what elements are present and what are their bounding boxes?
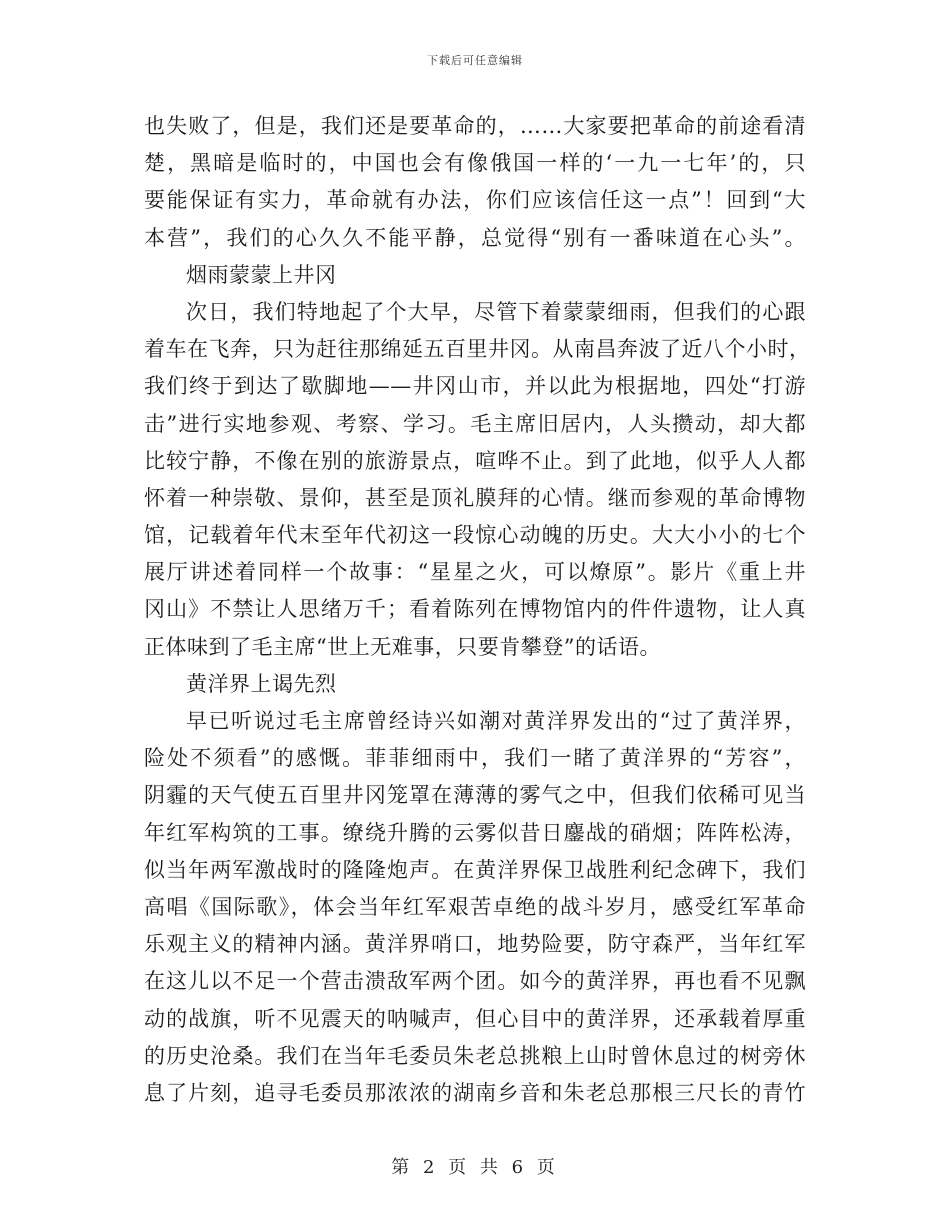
section-heading: 烟雨蒙蒙上井冈 bbox=[186, 262, 337, 287]
text-line: 高唱《国际歌》，体会当年红军艰苦卓绝的战斗岁月，感受红军革命 bbox=[144, 894, 806, 919]
footer-prefix: 第 bbox=[391, 1157, 414, 1178]
page-number: 2 bbox=[422, 1157, 439, 1178]
text-line: 息了片刻，追寻毛委员那浓浓的湖南乡音和朱老总那根三尺长的青竹 bbox=[144, 1080, 806, 1105]
text-line: 在这儿以不足一个营击溃敌军两个团。如今的黄洋界，再也看不见飘 bbox=[144, 969, 806, 994]
text-line: 楚，黑暗是临时的，中国也会有像俄国一样的‘一九一七年’的，只 bbox=[144, 151, 806, 176]
page-footer bbox=[0, 1153, 950, 1179]
text-line: 乐观主义的精神内涵。黄洋界哨口，地势险要，防守森严，当年红军 bbox=[144, 932, 806, 957]
text-line: 展厅讲述着同样一个故事：“星星之火，可以燎原”。影片《重上井 bbox=[144, 560, 806, 585]
text-line: 馆，记载着年代末至年代初这一段惊心动魄的历史。大大小小的七个 bbox=[144, 523, 806, 548]
text-line: 本营”，我们的心久久不能平静，总觉得“别有一番味道在心头”。 bbox=[144, 225, 806, 250]
total-pages: 6 bbox=[511, 1157, 528, 1178]
text-line: 动的战旗，听不见震天的呐喊声，但心目中的黄洋界，还承载着厚重 bbox=[144, 1006, 806, 1031]
text-line: 的历史沧桑。我们在当年毛委员朱老总挑粮上山时曾休息过的树旁休 bbox=[144, 1043, 806, 1068]
text-line: 怀着一种崇敬、景仰，甚至是顶礼膜拜的心情。继而参观的革命博物 bbox=[144, 485, 806, 510]
footer-middle: 页 共 bbox=[448, 1157, 502, 1178]
text-line: 比较宁静，不像在别的旅游景点，喧哗不止。到了此地，似乎人人都 bbox=[144, 448, 806, 473]
page-header: 下载后可任意编辑 bbox=[427, 54, 523, 67]
body-text bbox=[144, 108, 811, 1112]
text-line: 早已听说过毛主席曾经诗兴如潮对黄洋界发出的“过了黄洋界， bbox=[186, 709, 806, 733]
text-line: 击”进行实地参观、考察、学习。毛主席旧居内，人头攒动，却大都 bbox=[144, 411, 806, 436]
text-line: 也失败了，但是，我们还是要革命的，……大家要把革命的前途看清 bbox=[144, 114, 806, 138]
text-line: 冈山》不禁让人思绪万千；看着陈列在博物馆内的件件遗物，让人真 bbox=[144, 597, 806, 622]
text-line: 要能保证有实力，革命就有办法，你们应该信任这一点”！回到“大 bbox=[144, 188, 806, 213]
text-line: 年红军构筑的工事。缭绕升腾的云雾似昔日鏖战的硝烟；阵阵松涛， bbox=[144, 820, 806, 845]
text-line: 似当年两军激战时的隆隆炮声。在黄洋界保卫战胜利纪念碑下，我们 bbox=[144, 857, 806, 882]
text-line: 次日，我们特地起了个大早，尽管下着蒙蒙细雨，但我们的心跟 bbox=[186, 299, 806, 324]
text-line: 险处不须看”的感慨。菲菲细雨中，我们一睹了黄洋界的“芳容”， bbox=[144, 746, 806, 771]
text-line: 正体味到了毛主席“世上无难事，只要肯攀登”的话语。 bbox=[144, 634, 661, 659]
text-line: 我们终于到达了歇脚地——井冈山市，并以此为根据地，四处“打游 bbox=[144, 374, 806, 399]
text-line: 着车在飞奔，只为赶往那绵延五百里井冈。从南昌奔波了近八个小时， bbox=[144, 337, 811, 362]
section-heading: 黄洋界上谒先烈 bbox=[186, 671, 337, 696]
footer-suffix: 页 bbox=[536, 1157, 559, 1178]
text-line: 阴霾的天气使五百里井冈笼罩在薄薄的雾气之中，但我们依稀可见当 bbox=[144, 783, 806, 808]
